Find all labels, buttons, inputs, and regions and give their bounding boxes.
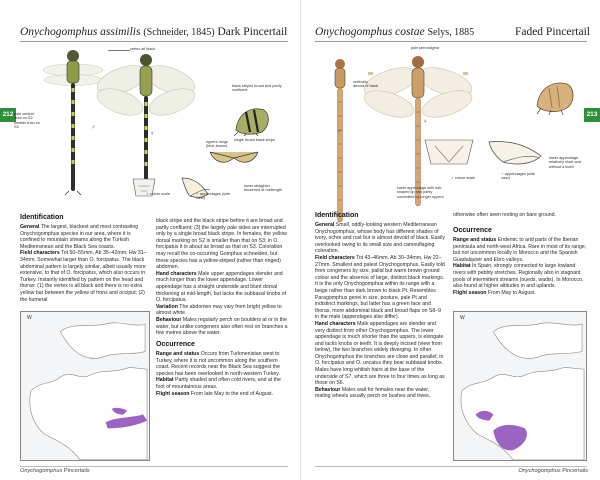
left-label-sex-male: ♂ bbox=[91, 125, 96, 131]
right-label-vertically-devoid: vertically devoid of black bbox=[353, 80, 379, 89]
right-footer bbox=[518, 468, 588, 474]
left-label-sex-female: ♀ bbox=[150, 131, 155, 137]
left-label-vulvar: ♀ vulvar scale bbox=[146, 192, 170, 196]
left-text-col1: General The largest, blackest and most contrasting Onychogomphus species in our area, where it is confined to mountain streams along the Turkish Mediterranean and the Black Sea coasts. Field characters Tot 50–55mm, Ab 35–42mm, Hw 31–34mm. Somewhat larger than O. forcipatus. The black abdominal pattern is largely similar, albeit usually more extensive, to that of O. forcipatus, which also occurs in Turkey. Instantly identified by pattern on the head and thorax: (1) the vertex is all black and there is no extra yellow bar between the yellow of frons and occiput; (2) the humeral bbox=[20, 224, 147, 303]
left-label-upper-tongs: uppers tongs (blue-brown) bbox=[206, 140, 228, 149]
left-identification-heading: Identification bbox=[20, 214, 64, 221]
right-footer-group: Pincertails bbox=[562, 468, 588, 474]
left-occurrence-text: Range and status Occurs from Turkmenistan west to Turkey, where it is not uncommon along the southern coast. Recent records near the Black Sea suggest the species has been overlooked in north-western Turkey. Habitat Partly shaded and often cold rivers, and at the foot of mountainous areas. Flight season From late May to the end of August. bbox=[156, 351, 281, 397]
left-label-lower-straighter: lower straighter, thickened at midlength bbox=[244, 184, 282, 193]
left-leader-vertex bbox=[108, 50, 130, 51]
right-common-name-wrap bbox=[515, 26, 590, 38]
left-label-appendages-side: ♂ appendages (side view) bbox=[196, 192, 231, 201]
right-label-lower-relatively: lower appendage relatively short and without a tooth bbox=[549, 156, 581, 169]
left-label-pale-central: pale central area on S2 smaller than on S3 bbox=[14, 112, 40, 130]
left-female-head bbox=[140, 54, 152, 66]
right-common-name: Faded Pincertail bbox=[514, 26, 590, 38]
right-footer-genus: Onychogomphus bbox=[518, 468, 561, 474]
right-page-number: 213 bbox=[584, 108, 600, 122]
left-map-label: W bbox=[27, 315, 32, 321]
right-text-col2: otherwise often seen resting on bare ground. bbox=[453, 212, 556, 218]
left-footer-genus: Onychogomphus bbox=[20, 468, 63, 474]
right-label-vulvar: ♀ vulvar scale bbox=[451, 176, 475, 180]
left-footer-group: Pincertails bbox=[63, 468, 90, 474]
left-male-head bbox=[67, 50, 79, 62]
right-male-illustration bbox=[325, 56, 355, 226]
right-occurrence-text: Range and status Endemic to arid parts of the Iberian peninsula and north-west Africa. Rare in most of its range, but not uncommon locally in Morocco and the Spanish Guadalquivir and Ebro valleys. Habitat In Spain, strongly connected to large lowland rivers with pebbly stretches. Regionally also in stagnant pools of intermittent streams (oueds, wadis). In Morocco, also found at higher altitudes in and uplands. Flight season From May to August. bbox=[453, 237, 587, 296]
right-text-col1: General Small, oddly-looking western Mediterranean Onychogomphus, whose body has different shades of ivory, ochre and rust but is almost devoid of black. Easily overlooked owing to its small size and camouflaging coloration. Field characters Tot 43–46mm, Ab 30–34mm, Hw 22–27mm. Smallest and palest Onychogomphus. Easily told from congeners by size, pallid but warm brown ground colour and the absence of large, distinct black markings. It is the only Onychogomphus within its range with a beige rather than dark brown to black Pt. Resembles Paragomphus genei in size, posture, pale Pt and indistinct markings, but latter has a green face and thorax, more abdominal black and broad flaps on S8–9 in the male (appendages also differ). Hand characters Male appendages are slender and very distinct from other Onychogomphus. The lower appendage is much shorter than the uppers, is elongate and lacks knobs or teeth. It is deeply incised (view from below), the two branches widely diverging. In other Onychogomphus the branches are close and parallel; in O. forcipatus and O. uncatus they bear subbasal knobs. Males have long whitish hairs at the base of the underside of S7, which are three to four times as long as those on S6. Behaviour Males wait for females near the water, mating wheels usually perch on bushes and trees, bbox=[315, 222, 445, 400]
right-male-head bbox=[335, 59, 345, 69]
right-occurrence-heading: Occurrence bbox=[453, 227, 492, 234]
right-thorax-illustration bbox=[533, 76, 579, 116]
left-label-single-stripe: single broad black stripe bbox=[234, 138, 275, 142]
left-species-genus: Onychogomphus assimilis bbox=[20, 26, 141, 38]
right-map-label: W bbox=[460, 315, 465, 321]
left-text-col2: black stripe and the black stripe before it are broad and partly confluent; (3) the largely pale sides are interrupted only by a single broad black stripe. In females, the yellow dorsal marking on S2 is smaller than that on S3; in O. forcipatus it is about as broad as that on S3. Coloration may recall the co-occurring Gomphus schneideri, but these species has a yellow-striped (rather than ringed) abdomen. Hand characters Male upper appendages slender and much longer than the lower appendage. Lower appendage has a straight underside and blunt dorsal thickening at mid-length, but lacks the subbasal knobs of O. forcipatus. Variation The abdomen may vary from bright yellow to almost white. Behaviour Males regularly perch on boulders at or in the water, but unlike congeners also often rest on branches a few metres above the water. bbox=[156, 218, 288, 337]
right-label-sex-male: ♂ bbox=[337, 129, 342, 135]
right-label-appendages-side: ♂ appendages (side view) bbox=[501, 172, 536, 181]
right-footer-rule bbox=[315, 466, 587, 467]
left-range-map-svg bbox=[21, 312, 149, 460]
left-occurrence-heading: Occurrence bbox=[156, 341, 195, 348]
right-label-lower-long: lower appendage with hair-shaped tip and partly concealed by longer uppers bbox=[397, 186, 444, 199]
right-range-map-svg bbox=[454, 312, 586, 460]
right-label-sex-female: ♀ bbox=[423, 119, 428, 125]
left-range-map bbox=[20, 311, 150, 461]
right-page bbox=[300, 0, 600, 480]
right-appendage-side-illustration bbox=[487, 136, 545, 170]
left-footer bbox=[20, 468, 90, 474]
left-species-title bbox=[20, 26, 287, 38]
right-female-head bbox=[412, 56, 424, 68]
right-identification-heading: Identification bbox=[315, 212, 359, 219]
right-appendage-top-illustration bbox=[419, 136, 479, 170]
left-thorax-illustration bbox=[232, 102, 272, 136]
left-footer-rule bbox=[20, 466, 288, 467]
right-species-genus: Onychogomphus costae bbox=[315, 26, 425, 38]
right-species-title bbox=[315, 26, 474, 38]
left-common-name: Dark Pincertail bbox=[217, 26, 288, 38]
left-page-number: 212 bbox=[0, 108, 16, 122]
left-label-black-stripes: black stripes broad and partly confluent bbox=[232, 84, 282, 93]
right-range-map bbox=[453, 311, 587, 461]
left-species-authority: (Schneider, 1845) bbox=[143, 27, 215, 38]
right-label-pale-pterostigma: pale pterostigma bbox=[411, 46, 440, 50]
right-species-authority: Selys, 1885 bbox=[427, 27, 475, 38]
left-upper-tongs-illustration bbox=[206, 148, 266, 170]
left-label-vertex: vertex all black bbox=[130, 47, 156, 51]
